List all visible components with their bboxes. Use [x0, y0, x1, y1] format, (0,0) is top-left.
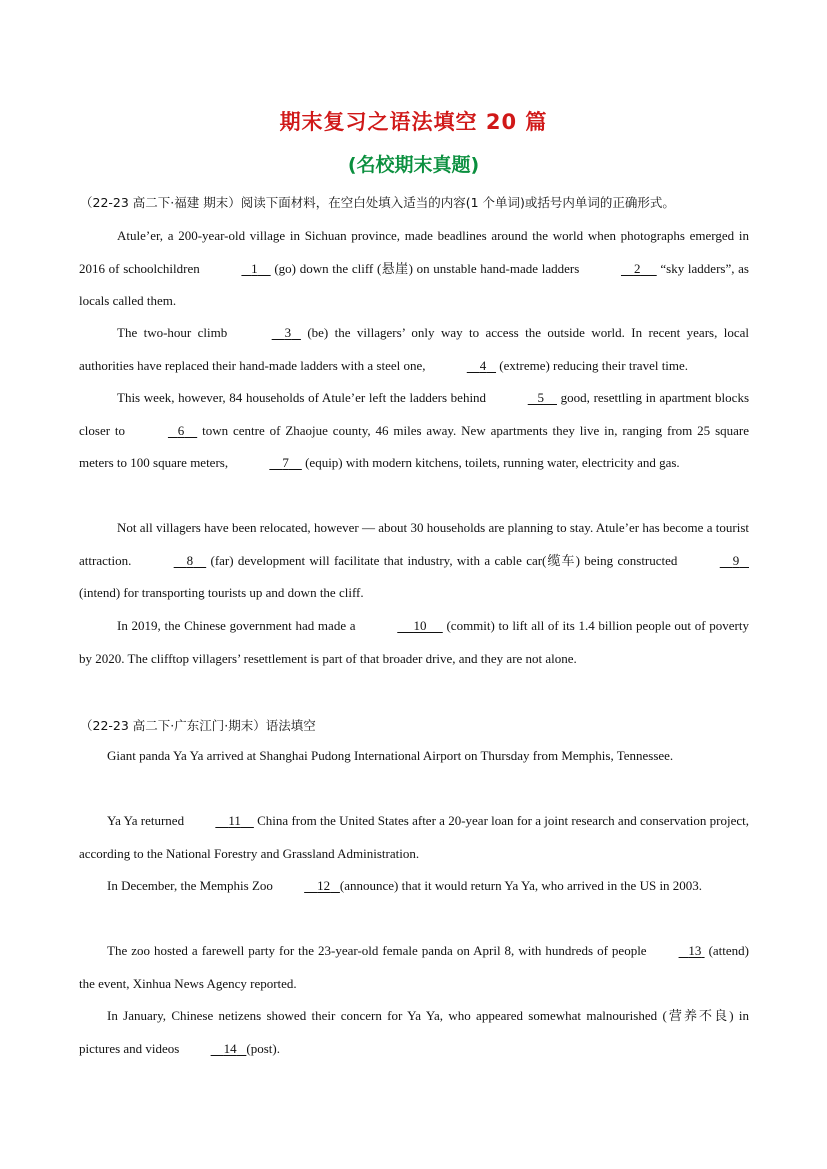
paragraph: Ya Ya returned 11 China from the United States after a 20-year loan for a joint research and conservation project, according to the National Forestry and Grassland Administration.	[79, 805, 749, 870]
page-title: 期末复习之语法填空 20 篇	[279, 110, 548, 134]
paragraph: Atule’er, a 200-year-old village in Sichuan province, made beadlines around the world when photographs emerged in 2016 of schoolchildren 1 (go) down the cliff (悬崖) on unstable hand-made ladders 2 “sky ladders”, as locals called them.	[79, 228, 749, 308]
answer-blank-2: 2	[633, 260, 641, 276]
answer-blank-12: 12	[317, 878, 331, 893]
answer-blank-13: 13	[688, 943, 702, 958]
answer-blank-10: 10	[413, 618, 427, 633]
answer-blank-14: 14	[223, 1040, 237, 1056]
paragraph: Giant panda Ya Ya arrived at Shanghai Pudong International Airport on Thursday from Memphis, Tennessee.	[107, 748, 674, 763]
answer-blank-9: 9	[732, 552, 740, 568]
paragraph: The two-hour climb 3 (be) the villagers’ only way to access the outside world. In recent years, local authorities have replaced their hand-made ladders with a steel one, 4 (extreme) reducing their travel time.	[79, 317, 749, 382]
paragraph: In January, Chinese netizens showed their concern for Ya Ya, who appeared somewhat malnourished (营养不良) in pictures and videos 14 (post).	[79, 1000, 749, 1065]
page-subtitle: (名校期末真题)	[347, 154, 480, 176]
answer-blank-4: 4	[479, 357, 487, 373]
answer-blank-3: 3	[284, 325, 292, 340]
answer-blank-11: 11	[228, 813, 241, 828]
answer-blank-1: 1	[251, 260, 258, 276]
section-source: （22-23 高二下·广东江门·期末）语法填空	[80, 718, 316, 733]
paragraph: Not all villagers have been relocated, however — about 30 households are planning to stay. Atule’er has become a tourist attraction. 8 (far) development will facilitate that industry, with a cable car(缆车) being constructed 9 (intend) for transporting tourists up and down the cliff.	[79, 520, 749, 600]
answer-blank-8: 8	[186, 552, 194, 568]
answer-blank-6: 6	[177, 422, 185, 438]
paragraph: In 2019, the Chinese government had made a 10 (commit) to lift all of its 1.4 billion people out of poverty by 2020. The clifftop villagers’ resettlement is part of that broader drive, and they are not alone.	[79, 610, 749, 675]
paragraph: In December, the Memphis Zoo 12 (announce) that it would return Ya Ya, who arrived in the US in 2003.	[79, 870, 749, 903]
section-source: （22-23 高二下·福建 期末）阅读下面材料，在空白处填入适当的内容(1 个单词)或括号内单词的正确形式。	[80, 195, 675, 210]
paragraph: The zoo hosted a farewell party for the 23-year-old female panda on April 8, with hundreds of people 13 (attend) the event, Xinhua News Agency reported.	[79, 935, 749, 1000]
paragraph: This week, however, 84 households of Atule’er left the ladders behind 5 good, resettling in apartment blocks closer to 6 town centre of Zhaojue county, 46 miles away. New apartments they live in, ranging from 25 square meters to 100 square meters, 7 (equip) with modern kitchens, toilets, running water, electricity and gas.	[79, 382, 749, 480]
answer-blank-5: 5	[537, 390, 544, 405]
answer-blank-7: 7	[282, 455, 289, 470]
